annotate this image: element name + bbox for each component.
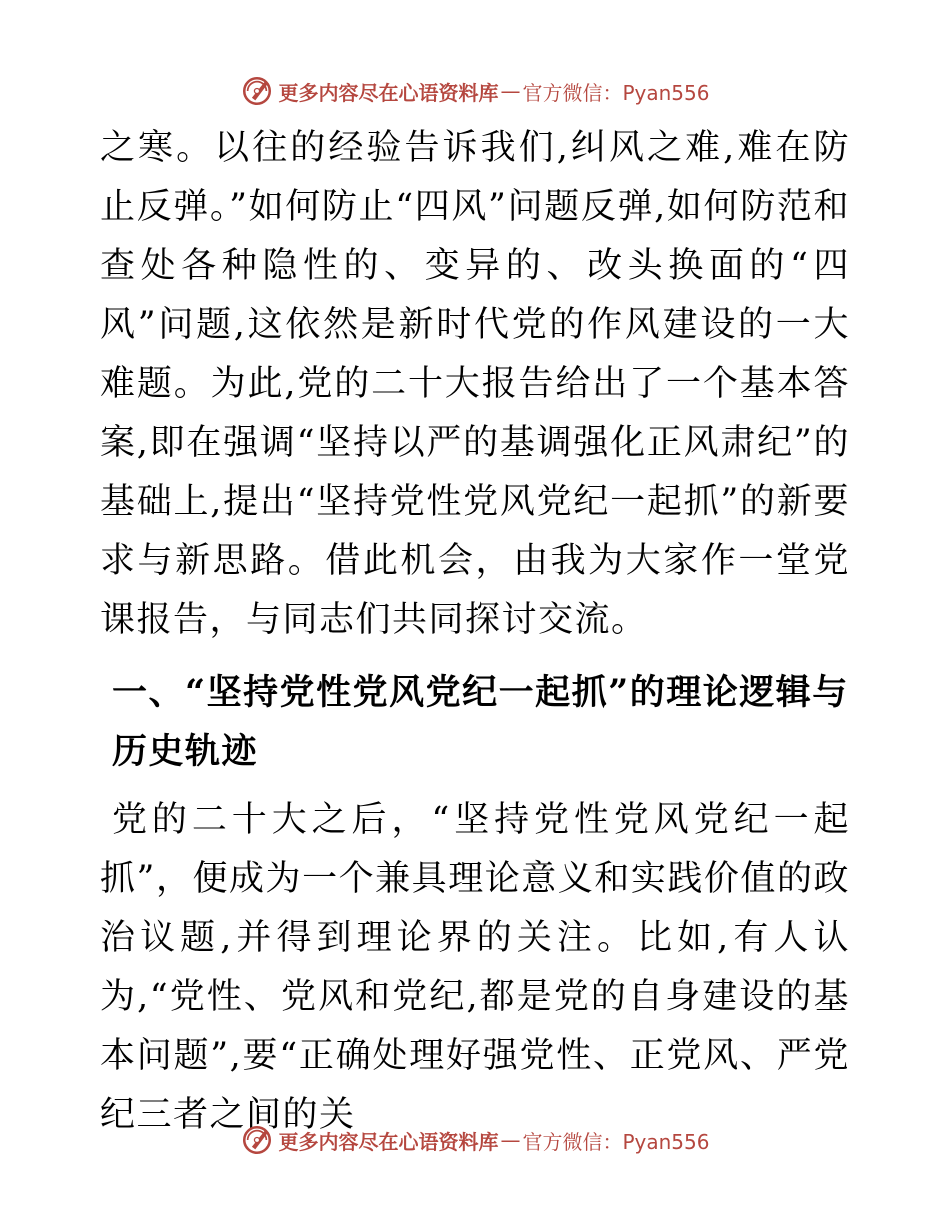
watermark-dash: — xyxy=(500,79,521,103)
logo-icon xyxy=(240,74,274,108)
logo-icon xyxy=(240,1123,274,1157)
page-header xyxy=(0,71,950,111)
body-paragraph-2: 党的二十大之后，“坚持党性党风党纪一起抓”，便成为一个兼具理论意义和实践价值的政治议题,并得到理论界的关注。比如,有人认为,“党性、党风和党纪,都是党的自身建设的基本问题”,要“正确处理好强党性、正党风、严党纪三者之间的关 xyxy=(100,800,850,1135)
watermark-dash: — xyxy=(500,1128,521,1152)
page-footer xyxy=(0,1120,950,1160)
watermark xyxy=(240,1123,709,1157)
watermark xyxy=(240,74,709,108)
watermark-wechat: 官方微信：Pyan556 xyxy=(522,1129,710,1154)
section-heading-1: 一、“坚持党性党风党纪一起抓”的理论逻辑与历史轨迹 xyxy=(112,672,849,772)
watermark-text: 更多内容尽在心语资料库 xyxy=(278,1129,499,1154)
watermark-wechat: 官方微信：Pyan556 xyxy=(522,80,710,105)
watermark-text: 更多内容尽在心语资料库 xyxy=(278,80,499,105)
body-paragraph-1: 之寒。以往的经验告诉我们,纠风之难,难在防止反弹。”如何防止“四风”问题反弹,如何防范和查处各种隐性的、变异的、改头换面的“四风”问题,这依然是新时代党的作风建设的一大难题。为此,党的二十大报告给出了一个基本答案,即在强调“坚持以严的基调强化正风肃纪”的基础上,提出“坚持党性党风党纪一起抓”的新要求与新思路。借此机会，由我为大家作一堂党课报告，与同志们共同探讨交流。 xyxy=(100,128,850,640)
document-body xyxy=(100,119,850,1145)
